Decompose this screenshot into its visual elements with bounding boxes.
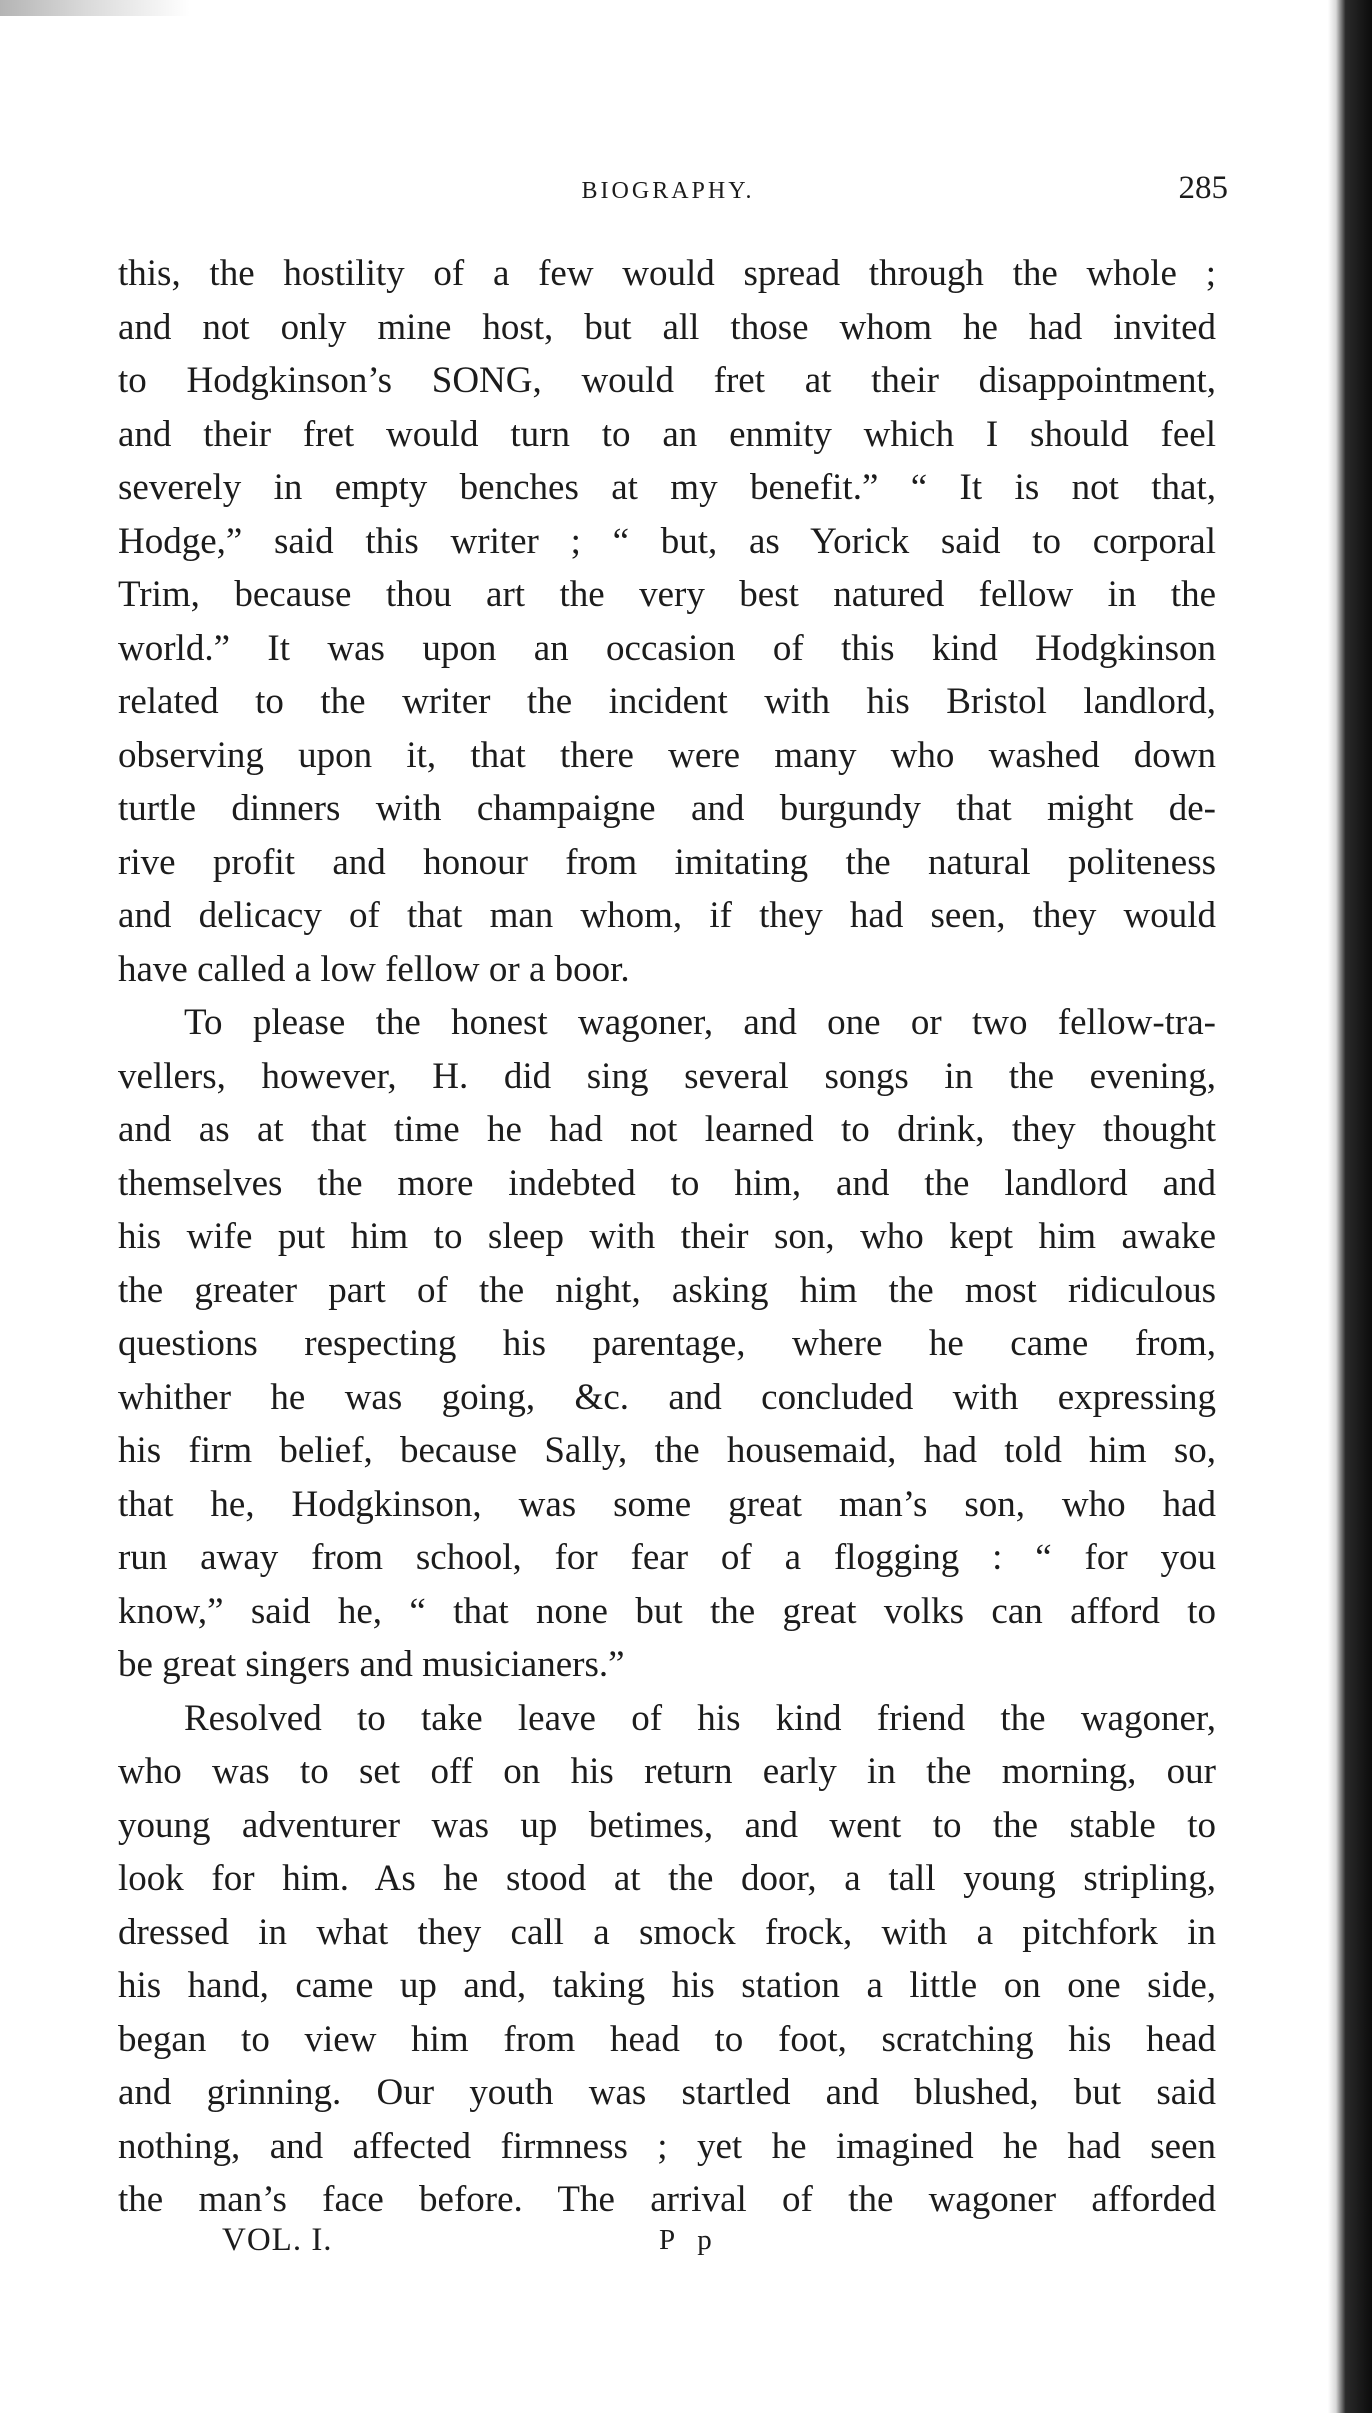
running-head: BIOGRAPHY. bbox=[581, 178, 755, 204]
text-line: severely in empty benches at my benefit.” “ It is not that, bbox=[118, 467, 1216, 508]
text-line: vellers, however, H. did sing several songs in the evening, bbox=[118, 1055, 1216, 1097]
text-line: look for him. As he stood at the door, a tall young stripling, bbox=[118, 1858, 1216, 1899]
paragraph-end-line: be great singers and musicianers.” bbox=[118, 1644, 625, 1685]
text-line: began to view him from head to foot, scratching his head bbox=[118, 2018, 1216, 2060]
text-line: his firm belief, because Sally, the housemaid, had told him so, bbox=[118, 1430, 1216, 1471]
text-line: and their fret would turn to an enmity which I should feel bbox=[118, 413, 1216, 455]
text-line: know,” said he, “ that none but the great volks can afford to bbox=[118, 1590, 1216, 1632]
signature-mark: P p bbox=[659, 2224, 720, 2256]
text-line: the greater part of the night, asking him the most ridiculous bbox=[118, 1269, 1216, 1311]
text-line: the man’s face before. The arrival of the wagoner afforded bbox=[118, 2179, 1216, 2220]
text-line: nothing, and affected firmness ; yet he imagined he had seen bbox=[118, 2125, 1216, 2167]
text-line: related to the writer the incident with his Bristol landlord, bbox=[118, 681, 1216, 722]
page-number: 285 bbox=[1178, 170, 1228, 206]
text-line: his hand, came up and, taking his station a little on one side, bbox=[118, 1965, 1216, 2006]
paragraph-first-line: Resolved to take leave of his kind friend the wagoner, bbox=[184, 1697, 1216, 1739]
text-line: young adventurer was up betimes, and went to the stable to bbox=[118, 1804, 1216, 1846]
text-line: themselves the more indebted to him, and the landlord and bbox=[118, 1162, 1216, 1204]
text-line: world.” It was upon an occasion of this kind Hodgkinson bbox=[118, 627, 1216, 669]
text-line: dressed in what they call a smock frock, with a pitchfork in bbox=[118, 1911, 1216, 1953]
text-line: and not only mine host, but all those whom he had invited bbox=[118, 306, 1216, 348]
text-line: questions respecting his parentage, where he came from, bbox=[118, 1323, 1216, 1364]
text-line: this, the hostility of a few would spread through the whole ; bbox=[118, 253, 1216, 294]
volume-marker: VOL. I. bbox=[222, 2222, 333, 2258]
text-line: to Hodgkinson’s SONG, would fret at their disappointment, bbox=[118, 360, 1216, 401]
text-line: Hodge,” said this writer ; “ but, as Yorick said to corporal bbox=[118, 520, 1216, 562]
paragraph-end-line: have called a low fellow or a boor. bbox=[118, 948, 630, 990]
text-line: and as at that time he had not learned to drink, they thought bbox=[118, 1109, 1216, 1150]
text-line: that he, Hodgkinson, was some great man’s son, who had bbox=[118, 1483, 1216, 1525]
text-line: his wife put him to sleep with their son, who kept him awake bbox=[118, 1216, 1216, 1257]
page-footer bbox=[222, 2222, 822, 2272]
text-line: and delicacy of that man whom, if they had seen, they would bbox=[118, 895, 1216, 936]
text-line: observing upon it, that there were many who washed down bbox=[118, 734, 1216, 776]
text-line: run away from school, for fear of a flogging : “ for you bbox=[118, 1537, 1216, 1578]
text-line: Trim, because thou art the very best natured fellow in the bbox=[118, 574, 1216, 615]
paragraph-first-line: To please the honest wagoner, and one or two fellow-tra- bbox=[184, 1002, 1216, 1043]
scan-edge-smudge bbox=[0, 0, 190, 16]
page-header bbox=[118, 170, 1228, 220]
book-spine-shadow bbox=[1328, 0, 1372, 2413]
text-line: who was to set off on his return early in the morning, our bbox=[118, 1751, 1216, 1792]
text-line: and grinning. Our youth was startled and blushed, but said bbox=[118, 2072, 1216, 2113]
text-line: rive profit and honour from imitating the natural politeness bbox=[118, 841, 1216, 883]
body-text bbox=[118, 247, 1216, 2227]
text-line: whither he was going, &c. and concluded with expressing bbox=[118, 1376, 1216, 1418]
text-line: turtle dinners with champaigne and burgundy that might de- bbox=[118, 788, 1216, 829]
